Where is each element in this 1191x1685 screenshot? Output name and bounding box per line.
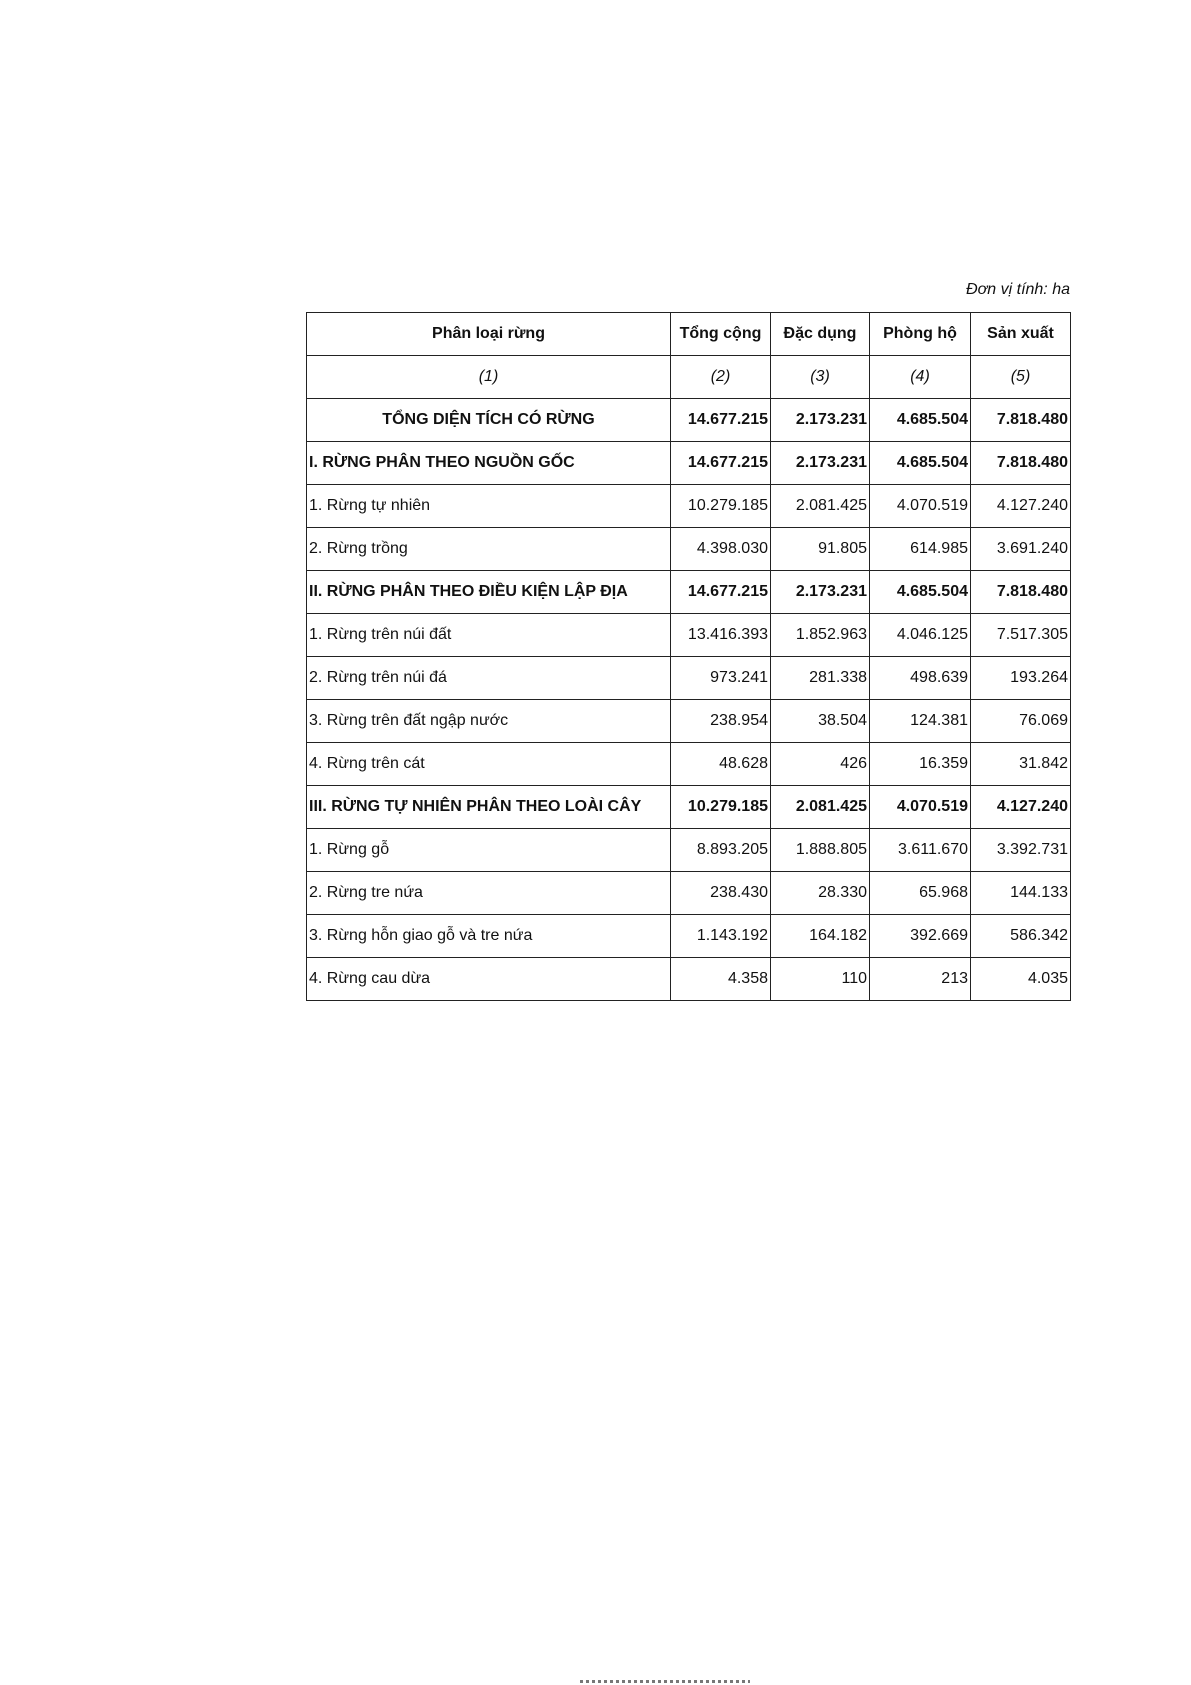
value-cell: 4.685.504	[870, 442, 971, 485]
row-label: 2. Rừng tre nứa	[307, 872, 671, 915]
column-index-row	[307, 356, 1071, 399]
value-cell: 426	[771, 743, 870, 786]
value-cell: 91.805	[771, 528, 870, 571]
value-cell: 2.173.231	[771, 571, 870, 614]
table-row	[307, 657, 1071, 700]
value-cell: 238.430	[671, 872, 771, 915]
index-cell: (1)	[307, 356, 671, 399]
header-cell: Đặc dụng	[771, 313, 870, 356]
index-cell: (2)	[671, 356, 771, 399]
index-cell: (5)	[971, 356, 1071, 399]
value-cell: 8.893.205	[671, 829, 771, 872]
value-cell: 4.070.519	[870, 786, 971, 829]
index-cell: (4)	[870, 356, 971, 399]
value-cell: 28.330	[771, 872, 870, 915]
value-cell: 14.677.215	[671, 399, 771, 442]
row-label: 1. Rừng gỗ	[307, 829, 671, 872]
value-cell: 76.069	[971, 700, 1071, 743]
row-label: 2. Rừng trên núi đá	[307, 657, 671, 700]
forest-area-table	[306, 312, 1071, 1001]
index-cell: (3)	[771, 356, 870, 399]
row-label: 4. Rừng trên cát	[307, 743, 671, 786]
value-cell: 4.127.240	[971, 485, 1071, 528]
value-cell: 3.611.670	[870, 829, 971, 872]
table-row	[307, 872, 1071, 915]
value-cell: 3.691.240	[971, 528, 1071, 571]
value-cell: 498.639	[870, 657, 971, 700]
value-cell: 4.127.240	[971, 786, 1071, 829]
header-row	[307, 313, 1071, 356]
table-row-section	[307, 786, 1071, 829]
table-row	[307, 528, 1071, 571]
table-row-section	[307, 571, 1071, 614]
header-cell: Sản xuất	[971, 313, 1071, 356]
value-cell: 48.628	[671, 743, 771, 786]
table-row	[307, 700, 1071, 743]
value-cell: 16.359	[870, 743, 971, 786]
value-cell: 110	[771, 958, 870, 1001]
value-cell: 65.968	[870, 872, 971, 915]
table-row-total	[307, 399, 1071, 442]
row-label: 3. Rừng trên đất ngập nước	[307, 700, 671, 743]
value-cell: 164.182	[771, 915, 870, 958]
row-label: I. RỪNG PHÂN THEO NGUỒN GỐC	[307, 442, 671, 485]
value-cell: 3.392.731	[971, 829, 1071, 872]
value-cell: 973.241	[671, 657, 771, 700]
value-cell: 10.279.185	[671, 485, 771, 528]
value-cell: 4.035	[971, 958, 1071, 1001]
row-label: 3. Rừng hỗn giao gỗ và tre nứa	[307, 915, 671, 958]
value-cell: 2.173.231	[771, 442, 870, 485]
value-cell: 7.517.305	[971, 614, 1071, 657]
value-cell: 2.081.425	[771, 786, 870, 829]
row-label: 1. Rừng trên núi đất	[307, 614, 671, 657]
row-label: 2. Rừng trồng	[307, 528, 671, 571]
value-cell: 4.685.504	[870, 571, 971, 614]
value-cell: 392.669	[870, 915, 971, 958]
page-edge-marks	[580, 1680, 750, 1683]
value-cell: 1.143.192	[671, 915, 771, 958]
table-row	[307, 829, 1071, 872]
row-label: 1. Rừng tự nhiên	[307, 485, 671, 528]
value-cell: 4.358	[671, 958, 771, 1001]
value-cell: 31.842	[971, 743, 1071, 786]
table-row-section	[307, 442, 1071, 485]
value-cell: 193.264	[971, 657, 1071, 700]
value-cell: 281.338	[771, 657, 870, 700]
value-cell: 14.677.215	[671, 571, 771, 614]
value-cell: 1.888.805	[771, 829, 870, 872]
table-row	[307, 958, 1071, 1001]
value-cell: 7.818.480	[971, 442, 1071, 485]
row-label: 4. Rừng cau dừa	[307, 958, 671, 1001]
value-cell: 2.173.231	[771, 399, 870, 442]
value-cell: 7.818.480	[971, 399, 1071, 442]
unit-note: Đơn vị tính: ha	[966, 281, 1070, 298]
value-cell: 2.081.425	[771, 485, 870, 528]
row-label: III. RỪNG TỰ NHIÊN PHÂN THEO LOÀI CÂY	[307, 786, 671, 829]
table-row	[307, 485, 1071, 528]
value-cell: 13.416.393	[671, 614, 771, 657]
value-cell: 4.046.125	[870, 614, 971, 657]
value-cell: 124.381	[870, 700, 971, 743]
header-cell: Tổng cộng	[671, 313, 771, 356]
value-cell: 238.954	[671, 700, 771, 743]
table-row	[307, 614, 1071, 657]
value-cell: 213	[870, 958, 971, 1001]
table-row	[307, 915, 1071, 958]
value-cell: 4.398.030	[671, 528, 771, 571]
value-cell: 4.070.519	[870, 485, 971, 528]
header-cell: Phân loại rừng	[307, 313, 671, 356]
value-cell: 38.504	[771, 700, 870, 743]
value-cell: 10.279.185	[671, 786, 771, 829]
row-label: II. RỪNG PHÂN THEO ĐIỀU KIỆN LẬP ĐỊA	[307, 571, 671, 614]
value-cell: 614.985	[870, 528, 971, 571]
value-cell: 14.677.215	[671, 442, 771, 485]
value-cell: 4.685.504	[870, 399, 971, 442]
value-cell: 586.342	[971, 915, 1071, 958]
value-cell: 1.852.963	[771, 614, 870, 657]
table-row	[307, 743, 1071, 786]
value-cell: 7.818.480	[971, 571, 1071, 614]
row-label: TỔNG DIỆN TÍCH CÓ RỪNG	[307, 399, 671, 442]
value-cell: 144.133	[971, 872, 1071, 915]
header-cell: Phòng hộ	[870, 313, 971, 356]
